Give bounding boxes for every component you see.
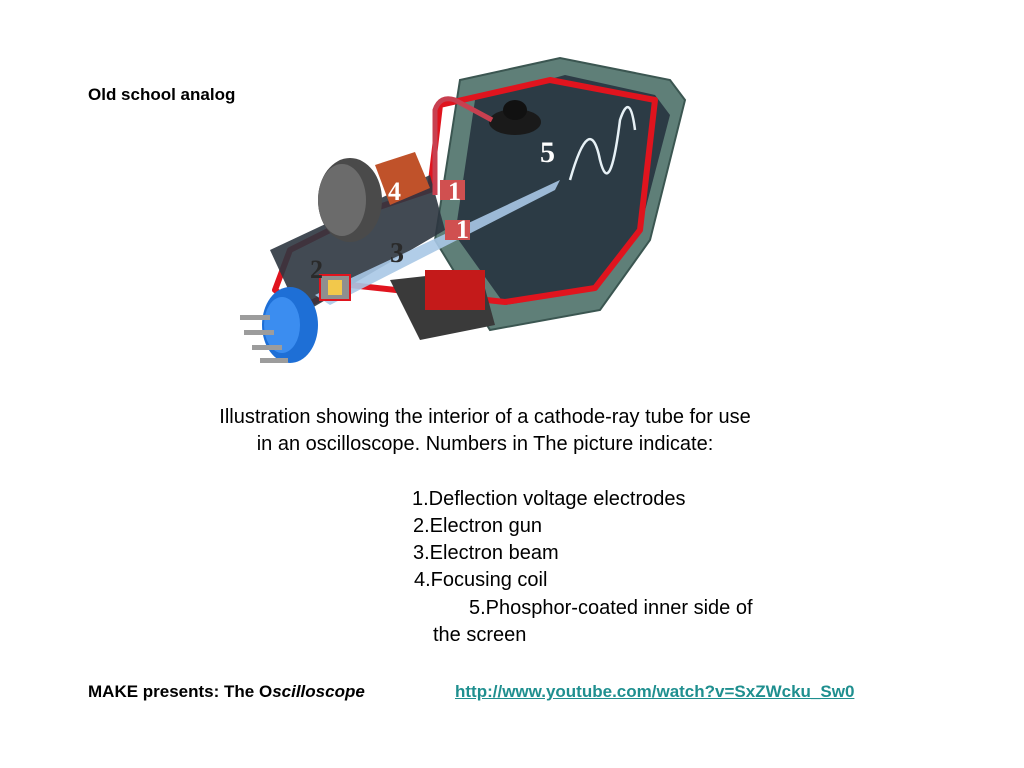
legend-item-2: 2.Electron gun [413,515,542,537]
legend-item-3: 3.Electron beam [413,542,559,564]
crt-label-3: 3 [390,238,404,269]
legend-item-1: 1.Deflection voltage electrodes [412,488,686,510]
caption-line-1: Illustration showing the interior of a cathode-ray tube for use [219,406,751,428]
footer-text [88,682,365,702]
footer-text-prefix: MAKE presents: The O [88,682,273,701]
legend-item-4: 4.Focusing coil [414,569,548,591]
slide-heading: Old school analog [88,85,236,104]
crt-label-5: 5 [540,136,555,169]
crt-illustration [230,40,690,365]
caption [160,404,810,458]
crt-label-1a: 1 [448,177,461,206]
crt-label-2: 2 [310,255,323,284]
legend-item-5-cont: the screen [433,624,527,646]
crt-label-4: 4 [388,177,401,206]
caption-line-2: in an oscilloscope. Numbers in The picture indicate: [256,433,714,455]
legend-item-5: 5.Phosphor-coated inner side of [469,597,753,619]
footer-text-italic: scilloscope [272,682,365,701]
youtube-link[interactable]: http://www.youtube.com/watch?v=SxZWcku_Sw0 [455,682,855,701]
crt-label-1b: 1 [456,215,469,244]
